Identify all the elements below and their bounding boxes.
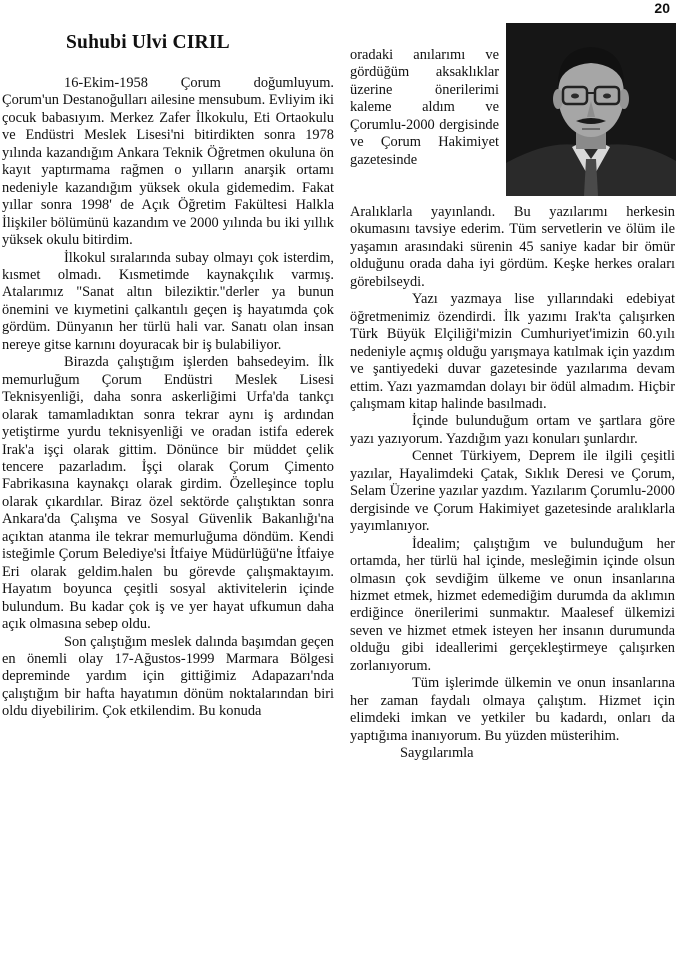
- portrait-icon: [506, 23, 676, 196]
- paragraph-childhood: İlkokul sıralarında subay olmayı çok isterdim, kısmet olmadı. Kısmetimde kaynakçılık varmış. Atalarımız "Sanat altın bileziktir."derler ya bunun önemini ve kıymetini çalkantılı geçen iş hayatımda çok gördüm. Dünyanın her türlü hali var. Sanatı olan insan nereye gitse karnını doyuracak bir iş bulabiliyor.: [2, 249, 334, 353]
- paragraph-ideal: İdealim; çalıştığım ve bulunduğum her ortamda, her türlü hal içinde, mesleğimin içinde olsun olmasın çok sevdiğim ülkeme ve onun insanlarına hizmet etmek, hizmet edemediğim durumda da aklımın erdiğince önerilerimi sunmaktır. Maalesef ülkemizi seven ve hizmet etmek isteyen her insanın durumunda olduğu gibi ideallerimi gerçekleştirmeye çalışırken zorlanıyorum.: [350, 535, 675, 674]
- paragraph-birth: 16-Ekim-1958 Çorum doğumluyum. Çorum'un Destanoğulları ailesine mensubum. Evliyim iki çocuk babasıyım. Merkez Zafer İlkokulu, Eti Ortaokulu ve Endüstri Meslek Lisesi'ni bitirdikten sonra 1978 yılında kazandığım Ankara Teknik Öğretmen okuluna ön kayıt yaptırmama rağmen o yılların anarşik ortamı nedeniyle kazandığım yüksek okula gidemedim. Fakat yıllar sonra 1998' de Açık Öğretim Fakültesi Halkla İlişkiler bölümünü kazandım ve 2000 yılında bu iki yıllık yüksek okulu bitirdim.: [2, 75, 334, 249]
- author-name: Suhubi Ulvi CIRIL: [66, 32, 230, 53]
- page-number: 20: [654, 0, 670, 16]
- paragraph-topics-intro: İçinde bulunduğum ortam ve şartlara göre yazı yazıyorum. Yazdığım yazı konuları şunlardır.: [350, 413, 675, 447]
- paragraph-career: Birazda çalıştığım işlerden bahsedeyim. İlk memurluğum Çorum Endüstri Meslek Lisesi Teknisyenliği, daha sonra askerliğimi Urfa'da tankçı olarak tamamladıktan sonra tekrar aynı iş ardından yetiştirme yurdu teknisyenliği ve oradan istifa ederek Irak'a işçi olarak gittim. Dönünce bir müddet çelik tencere pazarladım. İşçi olarak Çorum Çimento Fabrikasına kaynakçı olarak girdim. Özelleşince toplu olarak çıkardılar. Biraz özel sektörde çalıştıktan sonra Ankara'da Çalışma ve Sosyal Güvenlik Bakanlığı'na açıktan atanma ile tekrar memurluğuma döndüm. Kendi isteğimle Çorum Belediye'si İtfaiye Müdürlüğü'ne İtfaiye Eri olarak geldim.halen bu görevde çalışmaktayım. Hayatım boyunca çeşitli sosyal aktivitelerin içinde bulundum. Bu kadar çok iş ve yer hayat ufkumun daha açık olmasına sebep oldu.: [2, 354, 334, 633]
- paragraph-topics: Cennet Türkiyem, Deprem ile ilgili çeşitli yazılar, Hayalimdeki Çatak, Sıklık Deresi ve Çorum, Selam Üzerine yazılar yazdım. Yazılarım Çorumlu-2000 dergisinde ve Çorum Hakimiyet gazetesinde aralıklarla yayımlanıyor.: [350, 448, 675, 535]
- paragraph-service: Tüm işlerimde ülkemin ve onun insanlarına her zaman faydalı olmaya çalıştım. Hizmet için elimdeki imkan ve yetkiler bu kadardı, onları da yaptığıma inanıyorum. Bu yüzden müsterihim.: [350, 675, 675, 744]
- closing-signature: Saygılarımla: [400, 745, 474, 762]
- right-column: [350, 204, 675, 763]
- paragraph-published: Aralıklarla yayınlandı. Bu yazılarımı herkesin okumasını tavsiye ederim. Tüm servetlerin ve ölüm ile yaşamın arasındaki sürenin 45 saniye kadar bir ömür olduğunu orada daha iyi gördüm. Keşke herkes oraları görebilseydi.: [350, 204, 675, 290]
- right-column-top: [350, 47, 499, 169]
- paragraph-writings-intro: oradaki anılarımı ve gördüğüm aksaklıklar üzerine önerilerimi kaleme aldım ve Çorumlu-2000 dergisinde ve Çorum Hakimiyet gazetesinde: [350, 47, 499, 168]
- left-column: [2, 75, 334, 721]
- paragraph-earthquake: Son çalıştığım meslek dalında başımdan geçen en önemli olay 17-Ağustos-1999 Marmara Bölgesi depreminde yardım için gittiğimiz Adapazarı'nda çalıştığım bir hafta hayatımın dönüm noktalarından biri oldu diyebilirim. Çok etkilendim. Bu konuda: [2, 633, 334, 720]
- paragraph-writing-start: Yazı yazmaya lise yıllarındaki edebiyat öğretmenimiz özendirdi. İlk yazımı Irak'ta çalışırken Türk Büyük Elçiliği'mizin Cumhuriyet'imizin 60.yılı nedeniyle açmış olduğu yarışmaya katılmak için yazdım ve şantiyedeki duvar gazetesinde yazılarıma devam ettim. Yazı yazmamdan dolayı bir ödül almadım. Hiçbir çalışmam kitap halinde basılmadı.: [350, 291, 675, 412]
- author-portrait-photo: [506, 23, 676, 196]
